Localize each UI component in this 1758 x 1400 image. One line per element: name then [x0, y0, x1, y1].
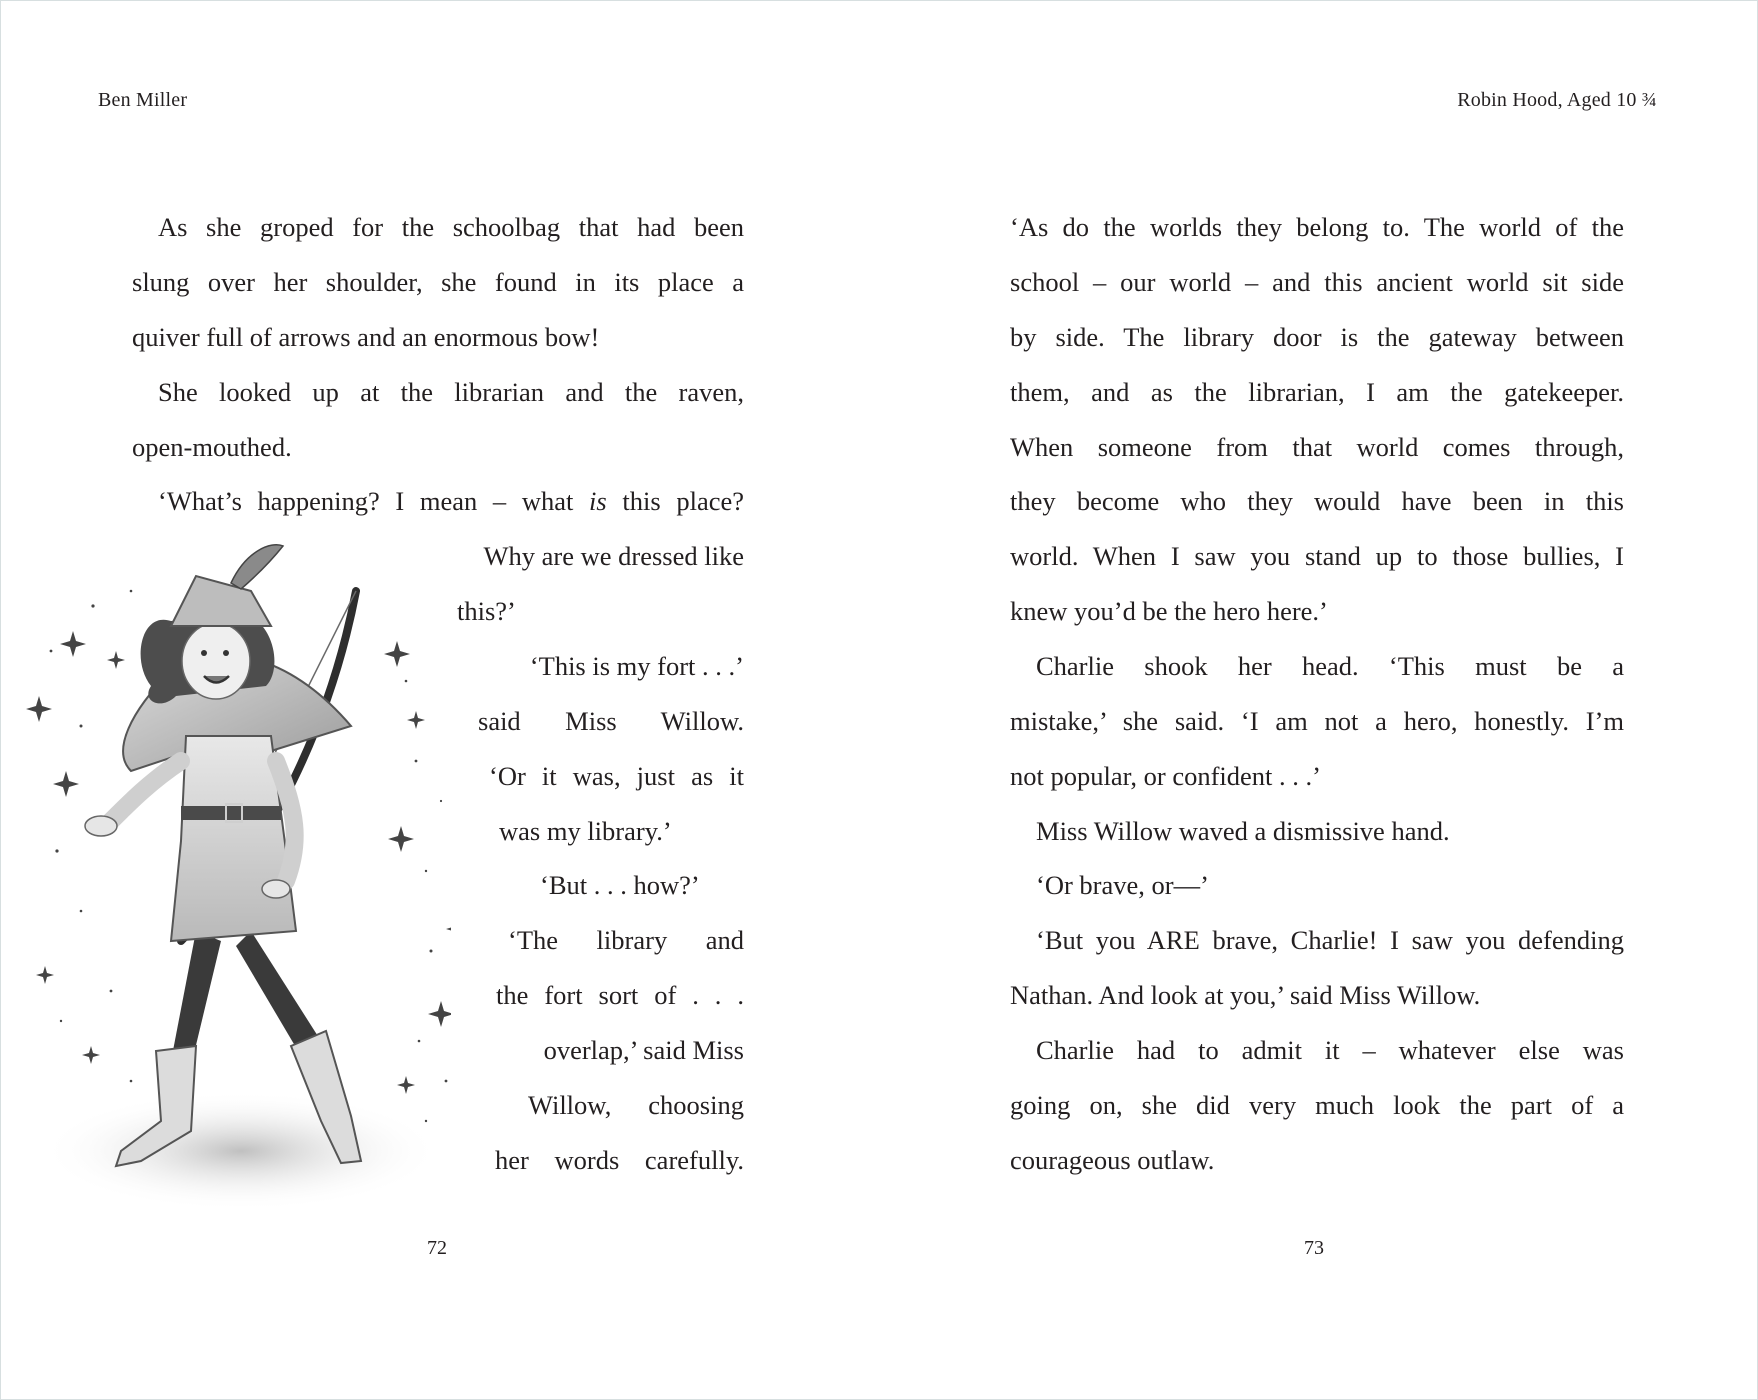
- text-line: they become who they would have been in this: [1010, 486, 1624, 516]
- text-line: Nathan. And look at you,’ said Miss Willow.: [1010, 980, 1481, 1010]
- text-line: world. When I saw you stand up to those bullies, I: [1010, 541, 1624, 571]
- hat-feather: [231, 545, 283, 589]
- text-line: open-mouthed.: [132, 432, 292, 462]
- text-line: ‘The library and: [508, 925, 744, 955]
- text-line: her words carefully.: [495, 1145, 744, 1175]
- text-line: When someone from that world comes through,: [1010, 432, 1624, 462]
- text-line: Charlie shook her head. ‘This must be a: [1036, 651, 1624, 681]
- text-line: [158, 485, 744, 525]
- ground-shadow: [41, 1091, 441, 1211]
- text-line: ‘As do the worlds they belong to. The world of the: [1010, 212, 1624, 242]
- text-line: quiver full of arrows and an enormous bow!: [132, 322, 600, 352]
- right-leg: [236, 931, 321, 1056]
- text-line: was my library.’: [499, 816, 672, 846]
- text-line: this?’: [457, 596, 516, 626]
- running-head-title: Robin Hood, Aged 10 ¾: [1457, 89, 1657, 111]
- text-line: As she groped for the schoolbag that had been: [158, 212, 744, 242]
- text-line: ‘Or brave, or—’: [1036, 870, 1209, 900]
- face: [182, 623, 250, 699]
- page-number-left: 72: [427, 1237, 447, 1259]
- text-line: ‘Or it was, just as it: [489, 761, 744, 791]
- text-line: going on, she did very much look the part of a: [1010, 1090, 1624, 1120]
- text-line: Why are we dressed like: [483, 541, 744, 571]
- text-line: the fort sort of . . .: [496, 980, 744, 1010]
- text-span: this place?: [606, 486, 745, 516]
- belt: [181, 806, 281, 820]
- text-line: She looked up at the librarian and the raven,: [158, 377, 744, 407]
- text-line: courageous outlaw.: [1010, 1145, 1215, 1175]
- text-line: slung over her shoulder, she found in its place a: [132, 267, 744, 297]
- text-line: by side. The library door is the gateway between: [1010, 322, 1624, 352]
- text-line: school – our world – and this ancient world sit side: [1010, 267, 1624, 297]
- text-line: ‘This is my fort . . .’: [529, 651, 744, 681]
- text-line: not popular, or confident . . .’: [1010, 761, 1321, 791]
- right-eye: [223, 650, 229, 656]
- text-line: Miss Willow waved a dismissive hand.: [1036, 816, 1450, 846]
- italic-emphasis: is: [589, 486, 607, 516]
- page-number-right: 73: [1304, 1237, 1324, 1259]
- text-line: overlap,’ said Miss: [543, 1035, 744, 1065]
- left-arm: [111, 761, 181, 821]
- text-line: ‘But . . . how?’: [540, 870, 700, 900]
- running-head-author: Ben Miller: [98, 89, 188, 111]
- left-hand: [85, 816, 117, 836]
- text-line: Charlie had to admit it – whatever else was: [1036, 1035, 1624, 1065]
- left-eye: [201, 650, 207, 656]
- text-line: ‘But you ARE brave, Charlie! I saw you defending: [1036, 925, 1624, 955]
- text-line: said Miss Willow.: [478, 706, 744, 736]
- text-line: mistake,’ she said. ‘I am not a hero, honestly. I’m: [1010, 706, 1624, 736]
- text-line: them, and as the librarian, I am the gatekeeper.: [1010, 377, 1624, 407]
- right-hand: [262, 880, 290, 898]
- text-line: Willow, choosing: [528, 1090, 744, 1120]
- text-span: ‘What’s happening? I mean – what: [158, 486, 590, 516]
- text-line: knew you’d be the hero here.’: [1010, 596, 1328, 626]
- robin-hood-illustration: [21, 521, 451, 1211]
- hat: [171, 576, 271, 626]
